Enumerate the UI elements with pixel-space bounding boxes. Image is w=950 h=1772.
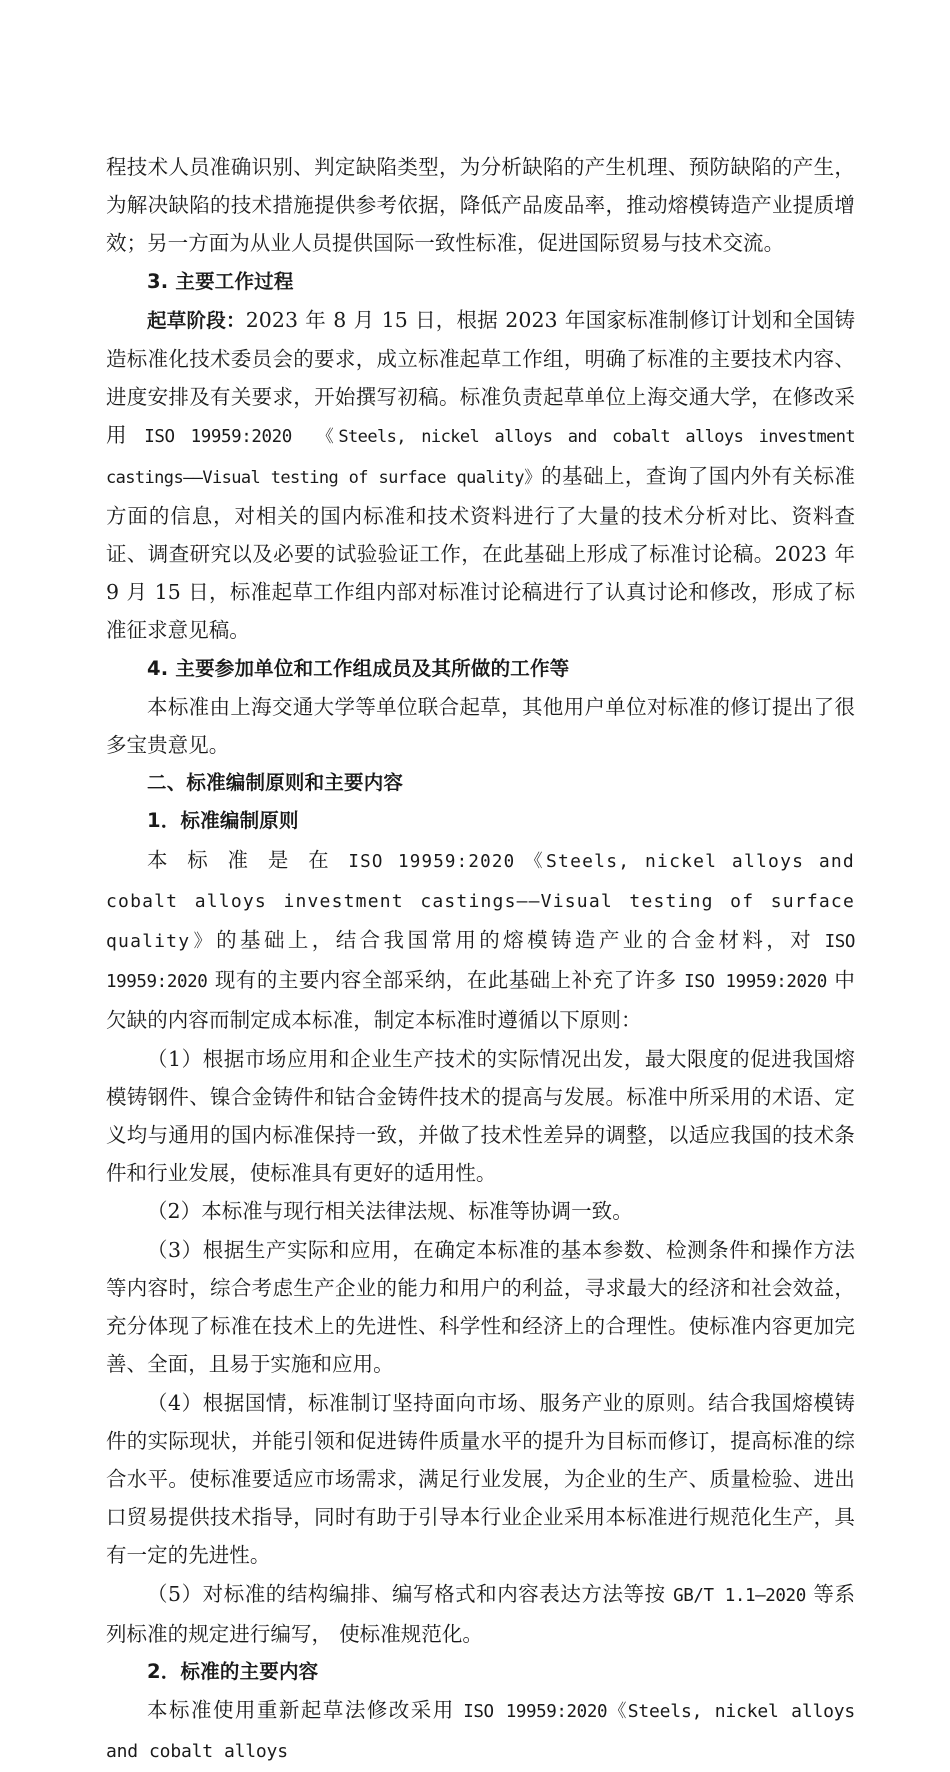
item-marker-1: （1）	[147, 1046, 203, 1071]
item-text-5a: 对标准的结构编排、编写格式和内容表达方法等按	[202, 1581, 674, 1606]
list-item-principle-4	[106, 1384, 855, 1575]
gbt-reference: GB/T 1.1—2020	[673, 1585, 806, 1606]
paragraph-principle-intro	[106, 841, 855, 1040]
heading-4-participants: 4. 主要参加单位和工作组成员及其所做的工作等	[147, 656, 570, 680]
principle-intro-text-3: 中欠缺的内容而制定成本标准，制定本标准时遵循以下原则：	[106, 968, 855, 1033]
item-text-4: 根据国情，标准制订坚持面向市场、服务产业的原则。结合我国熔模铸件的实际现状，并能引领和促进铸件质量水平的提升为目标而修订，提高标准的综合水平。使标准要适应市场需求，满足行业发展，为企业的生产、质量检验、进出口贸易提供技术指导，同时有助于引导本行业企业采用本标准进行规范化生产，具有一定的先进性。	[106, 1390, 855, 1568]
paragraph-continuation: 程技术人员准确识别、判定缺陷类型，为分析缺陷的产生机理、预防缺陷的产生，为解决缺陷的技术措施提供参考依据，降低产品废品率，推动熔模铸造产业提质增效；另一方面为从业人员提供国际一致性标准，促进国际贸易与技术交流。	[106, 155, 855, 256]
list-item-principle-5	[106, 1575, 855, 1653]
iso-reference-3: ISO 19959:2020	[106, 932, 855, 993]
main-content-text-1: 本标准使用重新起草法修改采用	[147, 1698, 464, 1723]
iso-reference-4: ISO 19959:2020	[684, 972, 827, 993]
heading-2-2-main-content: 2．标准的主要内容	[147, 1659, 319, 1683]
space-1	[292, 423, 317, 447]
item-text-1: 根据市场应用和企业生产技术的实际情况出发，最大限度的促进我国熔模铸钢件、镍合金铸件和钴合金铸件技术的提高与发展。标准中所采用的术语、定义均与通用的国内标准保持一致，并做了技术性差异的调整，以适应我国的技术条件和行业发展，使标准具有更好的适用性。	[106, 1046, 855, 1186]
drafting-stage-text-2: 的基础上，查询了国内外有关标准方面的信息，对相关的国内标准和技术资料进行了大量的技术分析对比、资料查证、调查研究以及必要的试验验证工作，在此基础上形成了标准讨论稿。2023 年 9 月 15 日，标准起草工作组内部对标准讨论稿进行了认真讨论和修改，形成了标准征求意见稿。	[106, 463, 856, 643]
drafting-stage-text-1: 2023 年 8 月 15 日，根据 2023 年国家标准制修订计划和全国铸造标准化技术委员会的要求，成立标准起草工作组，明确了标准的主要技术内容、进度安排及有关要求，开始撰写初稿。标准负责起草单位上海交通大学，在修改采用	[106, 307, 855, 448]
heading-2-1-principles: 1．标准编制原则	[147, 809, 299, 833]
list-item-principle-2	[106, 1192, 855, 1230]
item-marker-2: （2）	[147, 1199, 202, 1224]
principle-intro-text-2: 现有的主要内容全部采纳，在此基础上补充了许多	[207, 968, 685, 993]
list-item-principle-1	[106, 1040, 855, 1193]
heading-section-two: 二、标准编制原则和主要内容	[147, 771, 404, 795]
item-text-5b: 等系列标准的规定进行编写， 使标准规范化。	[106, 1581, 855, 1646]
document-body	[106, 148, 855, 1772]
iso-standard-title-3: 《Steels, nickel alloys and cobalt alloys	[106, 1701, 855, 1763]
space-2	[515, 848, 524, 872]
drafting-stage-label: 起草阶段：	[147, 308, 246, 332]
principle-intro-lead: 本 标 准 是 在	[147, 847, 349, 872]
list-item-principle-3	[106, 1231, 855, 1384]
iso-reference-2: ISO 19959:2020	[348, 851, 516, 872]
item-text-2: 本标准与现行相关法律法规、标准等协调一致。	[201, 1199, 633, 1224]
item-marker-5: （5）	[147, 1581, 203, 1606]
iso-reference-5: ISO 19959:2020	[463, 1702, 608, 1723]
paragraph-drafting-stage	[106, 301, 855, 650]
item-marker-3: （3）	[147, 1237, 203, 1262]
iso-standard-title: 《Steels, nickel alloys and cobalt alloys investment castings——Visual testing of surface quality》	[106, 427, 855, 488]
heading-3-work-process: 3. 主要工作过程	[147, 269, 294, 293]
item-marker-4: （4）	[147, 1390, 203, 1415]
iso-reference: ISO 19959:2020	[144, 427, 292, 448]
paragraph-main-content	[106, 1691, 855, 1771]
iso-standard-title-2: 《Steels, nickel alloys and cobalt alloys investment castings——Visual testing of surface quality》	[106, 850, 855, 953]
item-text-3: 根据生产实际和应用，在确定本标准的基本参数、检测条件和操作方法等内容时，综合考虑生产企业的能力和用户的利益，寻求最大的经济和社会效益，充分体现了标准在技术上的先进性、科学性和经济上的合理性。使标准内容更加完善、全面，且易于实施和应用。	[106, 1237, 855, 1377]
paragraph-participants: 本标准由上海交通大学等单位联合起草，其他用户单位对标准的修订提出了很多宝贵意见。	[106, 694, 855, 758]
principle-intro-text-1: 的基础上，结合我国常用的熔模铸造产业的合金材料，对	[216, 928, 825, 953]
